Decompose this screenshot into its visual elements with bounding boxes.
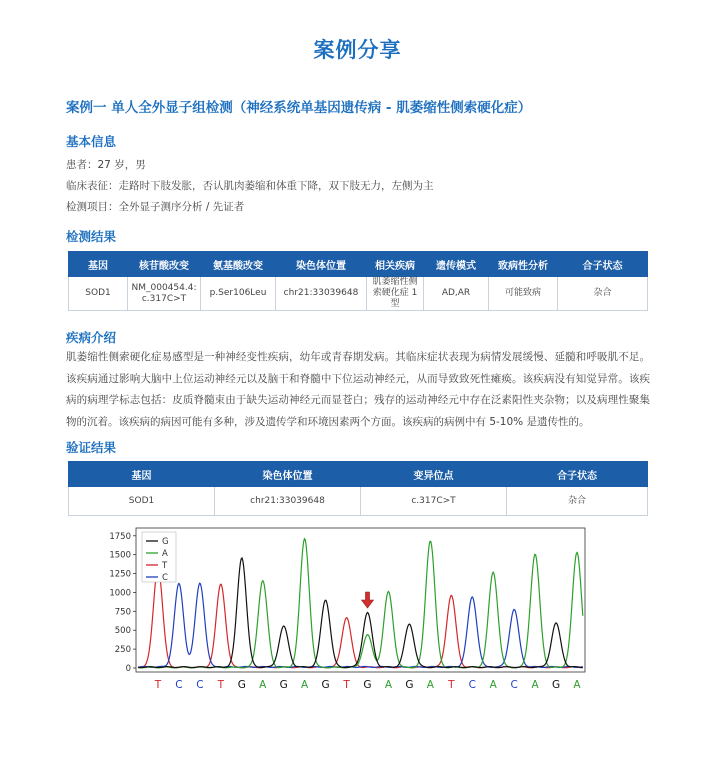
sequence-base: G bbox=[405, 679, 414, 691]
cell-nucleotide: NM_000454.4: c.317C>T bbox=[128, 277, 201, 311]
y-tick-label: 1500 bbox=[109, 550, 131, 561]
sequence-base: G bbox=[237, 679, 246, 691]
cell-amino-acid: p.Ser106Leu bbox=[201, 277, 276, 311]
sequence-base: A bbox=[259, 679, 267, 691]
sequence-base: A bbox=[489, 679, 497, 691]
sequence-base: T bbox=[154, 679, 162, 691]
patient-info: 患者：27 岁，男 bbox=[66, 159, 146, 171]
header-chromosome: 染色体位置 bbox=[276, 252, 367, 277]
legend-label-A: A bbox=[162, 549, 168, 559]
header-gene: 基因 bbox=[69, 462, 215, 487]
y-tick-label: 500 bbox=[114, 626, 131, 637]
cell-zygosity: 杂合 bbox=[558, 277, 648, 311]
sequence-base: A bbox=[573, 679, 581, 691]
basic-info-heading: 基本信息 bbox=[66, 134, 117, 149]
y-tick-label: 750 bbox=[114, 607, 131, 618]
table-row bbox=[69, 277, 648, 311]
header-nucleotide: 核苷酸改变 bbox=[128, 252, 201, 277]
disease-intro-text: 肌萎缩性侧索硬化症易感型是一种神经变性疾病，幼年或青春期发病。其临床症状表现为病情发展缓慢、延髓和呼吸肌不足。该疾病通过影响大脑中上位运动神经元以及脑干和脊髓中下位运动神经元，从而导致致死性瘫痪。该疾病没有知觉异常。该疾病的病理学标志包括：皮质脊髓束由于缺失运动神经元而显苍白；残存的运动神经元中存在泛素阳性夹杂物；以及病理性聚集物的沉着。该疾病的病因可能有多种，涉及遗传学和环境因素两个方面。该疾病的病例中有 5-10% 是遗传性的。 bbox=[66, 351, 650, 428]
cell-variant: c.317C>T bbox=[361, 487, 507, 516]
clinical-symptoms: 临床表征：走路时下肢发胀，否认肌肉萎缩和体重下降，双下肢无力，左侧为主 bbox=[66, 180, 434, 192]
header-disease: 相关疾病 bbox=[367, 252, 424, 277]
sequence-base: G bbox=[279, 679, 288, 691]
header-pathogenicity: 致病性分析 bbox=[489, 252, 558, 277]
sequence-base: C bbox=[510, 679, 518, 691]
sequence-base: A bbox=[301, 679, 309, 691]
test-results-table bbox=[68, 251, 648, 311]
sequence-base: C bbox=[175, 679, 183, 691]
sequence-base: T bbox=[448, 679, 455, 691]
sequence-base: T bbox=[343, 679, 350, 691]
header-zygosity: 合子状态 bbox=[507, 462, 648, 487]
header-chromosome: 染色体位置 bbox=[215, 462, 361, 487]
y-tick-label: 1250 bbox=[109, 569, 131, 580]
cell-inheritance: AD,AR bbox=[424, 277, 489, 311]
header-zygosity: 合子状态 bbox=[558, 252, 648, 277]
y-tick-label: 1000 bbox=[109, 588, 131, 599]
sequence-base: C bbox=[468, 679, 476, 691]
cell-chromosome: chr21:33039648 bbox=[215, 487, 361, 516]
sequence-base: A bbox=[384, 679, 393, 691]
header-inheritance: 遗传模式 bbox=[424, 252, 489, 277]
header-amino-acid: 氨基酸改变 bbox=[201, 252, 276, 277]
verification-table bbox=[68, 461, 648, 516]
legend-box bbox=[142, 532, 176, 582]
verification-heading: 验证结果 bbox=[66, 440, 117, 455]
legend-label-G: G bbox=[162, 537, 169, 547]
table-row bbox=[69, 487, 648, 516]
sequence-base: A bbox=[531, 679, 539, 691]
header-gene: 基因 bbox=[69, 252, 128, 277]
y-tick-label: 0 bbox=[125, 664, 131, 674]
disease-intro-heading: 疾病介绍 bbox=[66, 330, 117, 345]
legend-label-C: C bbox=[162, 573, 168, 583]
test-project: 检测项目：全外显子测序分析 / 先证者 bbox=[66, 201, 245, 213]
cell-pathogenicity: 可能致病 bbox=[489, 277, 558, 311]
case-title: 案例一 单人全外显子组检测（神经系统单基因遗传病 - 肌萎缩性侧索硬化症） bbox=[66, 100, 532, 116]
cell-gene: SOD1 bbox=[69, 487, 215, 516]
cell-zygosity: 杂合 bbox=[507, 487, 648, 516]
trace-C bbox=[138, 583, 583, 667]
variant-arrow-icon bbox=[362, 592, 374, 608]
sequence-base: G bbox=[551, 679, 561, 691]
sequence-base: G bbox=[321, 679, 330, 691]
header-variant: 变异位点 bbox=[361, 462, 507, 487]
sequencing-chromatogram bbox=[100, 522, 600, 694]
y-tick-label: 250 bbox=[114, 645, 131, 656]
cell-gene: SOD1 bbox=[69, 277, 128, 311]
y-tick-label: 1750 bbox=[109, 531, 131, 542]
cell-disease: 肌萎缩性侧索硬化症 1 型 bbox=[367, 277, 424, 311]
page-title: 案例分享 bbox=[313, 38, 402, 62]
sequence-base: A bbox=[426, 679, 434, 691]
legend-label-T: T bbox=[162, 561, 168, 571]
sequence-base: T bbox=[217, 679, 225, 691]
test-results-heading: 检测结果 bbox=[66, 229, 117, 244]
sequence-base: G bbox=[363, 679, 372, 691]
sequence-base: C bbox=[196, 679, 204, 691]
cell-chromosome: chr21:33039648 bbox=[276, 277, 367, 311]
